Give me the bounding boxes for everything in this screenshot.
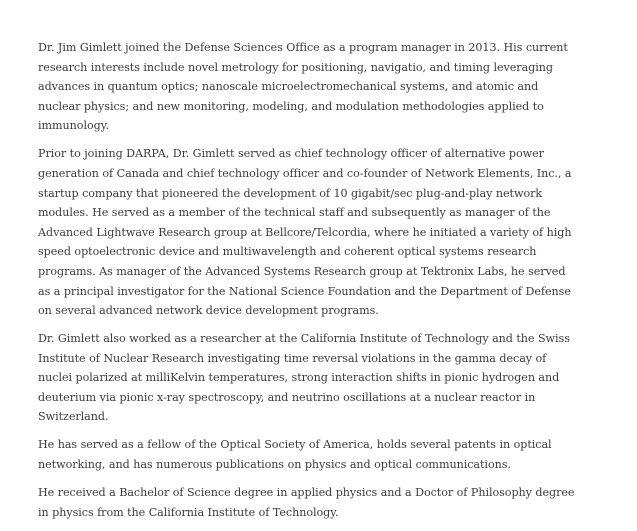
bio-paragraph-education: He received a Bachelor of Science degree in applied physics and a Doctor of Philosophy degree in physics from the California Institute of Technology. (38, 486, 575, 519)
bio-paragraph-fellowship: He has served as a fellow of the Optical Society of America, holds several patents in optical networking, and has numerous publications on physics and optical communications. (38, 438, 552, 472)
bio-paragraph-intro: Dr. Jim Gimlett joined the Defense Sciences Office as a program manager in 2013. His current research interests include novel metrology for positioning, navigatio, and timing leveraging advances in quantum optics; nanoscale microelectromechanical systems, and atomic and nuclear physics; and new monitoring, modeling, and modulation methodologies applied to immunology. (38, 41, 568, 133)
bio-paragraph-research: Dr. Gimlett also worked as a researcher at the California Institute of Technology and the Swiss Institute of Nuclear Research investigating time reversal violations in the gamma decay of nuclei polarized at milliKelvin temperatures, strong interaction shifts in pionic hydrogen and deuterium via pionic x-ray spectroscopy, and neutrino oscillations at a nuclear reactor in Switzerland. (38, 332, 570, 424)
bio-paragraph-career: Prior to joining DARPA, Dr. Gimlett served as chief technology officer of alternative power generation of Canada and chief technology officer and co-founder of Network Elements, Inc., a startup company that pioneered the development of 10 gigabit/sec plug-and-play network modules. He served as a member of the technical staff and subsequently as manager of the Advanced Lightwave Research group at Bellcore/Telcordia, where he initiated a variety of high speed optoelectronic device and multiwavelength and coherent optical systems research programs. As manager of the Advanced Systems Research group at Tektronix Labs, he served as a principal investigator for the National Science Foundation and the Department of Defense on several advanced network device development programs. (38, 147, 572, 318)
biography-text (38, 38, 578, 531)
